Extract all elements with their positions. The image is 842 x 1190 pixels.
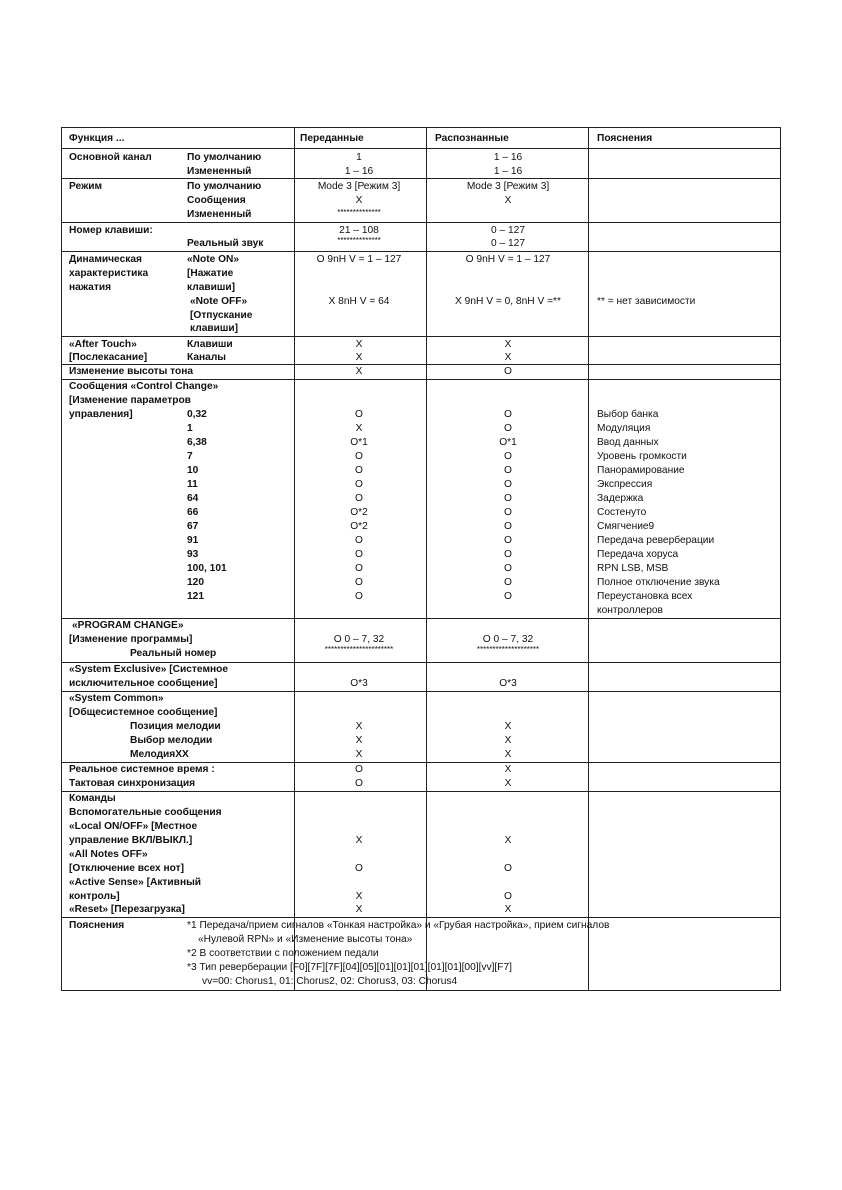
mode-default: По умолчанию — [187, 181, 262, 192]
cc-number: 1 — [187, 423, 193, 434]
cc-recognized: O — [504, 465, 512, 476]
sysex-sent: O*3 — [350, 678, 368, 689]
cc-sent: O — [355, 465, 363, 476]
velocity-label-2: характеристика — [69, 268, 149, 279]
sysex-rec: O*3 — [499, 678, 517, 689]
basic-channel-default: По умолчанию — [187, 152, 262, 163]
midi-implementation-chart — [61, 127, 781, 991]
aux-label-4: управление ВКЛ/ВЫКЛ.] — [69, 835, 193, 846]
velocity-sent-on: O 9nH V = 1 – 127 — [316, 254, 402, 265]
realtime-rec-2: X — [504, 778, 512, 789]
velocity-rec-off: X 9nH V = 0, 8nH V =** — [455, 296, 561, 307]
cc-remark: Переустановка всех — [597, 591, 693, 602]
notes-line-2: «Нулевой RPN» и «Изменение высоты тона» — [198, 934, 413, 945]
header-function: Функция ... — [69, 133, 125, 144]
cc-recognized: O — [504, 507, 512, 518]
header-transmitted: Переданные — [300, 133, 364, 144]
velocity-note-off-1: «Note OFF» — [190, 296, 248, 307]
note-number-sent-true: ************** — [337, 236, 381, 245]
aux-rec-active-sense: O — [504, 891, 512, 902]
column-divider — [588, 128, 589, 990]
row-divider — [62, 917, 780, 918]
aux-label-5: «All Notes OFF» — [69, 849, 148, 860]
velocity-remark: ** = нет зависимости — [597, 296, 696, 307]
mode-sent-default: Mode 3 [Режим 3] — [317, 181, 401, 192]
aftertouch-channels: Каналы — [187, 352, 226, 363]
cc-remark: Модуляция — [597, 423, 651, 434]
basic-channel-sent-default: 1 — [356, 152, 362, 163]
note-number-true-voice: Реальный звук — [187, 238, 264, 249]
cc-number: 66 — [187, 507, 199, 518]
control-change-remark-cont: контроллеров — [597, 605, 663, 616]
cc-sent: O — [355, 591, 363, 602]
aftertouch-label-1: «After Touch» — [69, 339, 137, 350]
sys-common-tune: МелодияXX — [130, 749, 189, 760]
cc-sent: O*2 — [350, 507, 368, 518]
cc-sent: O — [355, 577, 363, 588]
cc-remark: Панорамирование — [597, 465, 685, 476]
basic-channel-rec-changed: 1 – 16 — [493, 166, 523, 177]
program-change-sent: O 0 – 7, 32 — [333, 634, 385, 645]
velocity-note-on-1: «Note ON» — [187, 254, 240, 265]
cc-sent: X — [355, 423, 363, 434]
realtime-sent-2: O — [355, 778, 363, 789]
cc-recognized: O — [504, 549, 512, 560]
cc-remark: Уровень громкости — [597, 451, 687, 462]
cc-remark: Состенуто — [597, 507, 647, 518]
note-number-label: Номер клавиши: — [69, 225, 153, 236]
mode-label: Режим — [69, 181, 103, 192]
aux-rec-all-notes: O — [504, 863, 512, 874]
aux-sent-reset: X — [355, 904, 363, 915]
cc-sent: O — [355, 451, 363, 462]
aux-label-1: Команды — [69, 793, 116, 804]
row-divider — [62, 178, 780, 179]
cc-number: 121 — [187, 591, 204, 602]
cc-sent: O — [355, 493, 363, 504]
cc-number: 64 — [187, 493, 199, 504]
note-number-rec: 0 – 127 — [491, 225, 525, 236]
cc-remark: Ввод данных — [597, 437, 659, 448]
mode-sent-changed: ************** — [337, 208, 381, 217]
aftertouch-sent-channels: X — [355, 352, 363, 363]
aftertouch-label-2: [Послекасание] — [69, 352, 148, 363]
row-divider — [62, 336, 780, 337]
aux-label-9: «Reset» [Перезагрузка] — [69, 904, 185, 915]
program-change-rec: O 0 – 7, 32 — [482, 634, 534, 645]
cc-remark: Задержка — [597, 493, 644, 504]
sys-common-song-position: Позиция мелодии — [130, 721, 221, 732]
notes-line-3: *2 В соответствии с положением педали — [187, 948, 379, 959]
sys-common-label-1: «System Common» — [69, 693, 164, 704]
cc-number: 91 — [187, 535, 199, 546]
cc-remark: Полное отключение звука — [597, 577, 720, 588]
cc-number: 93 — [187, 549, 199, 560]
cc-recognized: O — [504, 493, 512, 504]
cc-number: 7 — [187, 451, 193, 462]
velocity-sent-off: X 8nH V = 64 — [328, 296, 390, 307]
sysex-label-1: «System Exclusive» [Системное — [69, 664, 229, 675]
basic-channel-changed: Измененный — [187, 166, 252, 177]
aux-label-3: «Local ON/OFF» [Местное — [69, 821, 198, 832]
control-change-label-3: управления] — [69, 409, 133, 420]
cc-recognized: O — [504, 535, 512, 546]
program-change-label-1: «PROGRAM CHANGE» — [72, 620, 184, 631]
cc-recognized: O — [504, 451, 512, 462]
cc-recognized: O*1 — [499, 437, 517, 448]
column-divider — [426, 128, 427, 990]
velocity-note-on-3: клавиши] — [187, 282, 236, 293]
control-change-label-1: Сообщения «Control Change» — [69, 381, 219, 392]
cc-number: 67 — [187, 521, 199, 532]
cc-sent: O — [355, 409, 363, 420]
cc-number: 6,38 — [187, 437, 207, 448]
notes-line-4: *3 Тип реверберации [F0][7F][7F][04][05][01][01][01][01][01][00][vv][F7] — [187, 962, 512, 973]
aux-label-8: контроль] — [69, 891, 120, 902]
realtime-label-1: Реальное системное время : — [69, 764, 215, 775]
realtime-label-2: Тактовая синхронизация — [69, 778, 196, 789]
sys-common-sent-2: X — [355, 735, 363, 746]
basic-channel-label: Основной канал — [69, 152, 152, 163]
sys-common-rec-2: X — [504, 735, 512, 746]
cc-number: 10 — [187, 465, 199, 476]
sys-common-rec-3: X — [504, 749, 512, 760]
header-recognized: Распознанные — [435, 133, 509, 144]
column-divider — [294, 128, 295, 990]
cc-number: 0,32 — [187, 409, 207, 420]
cc-number: 100, 101 — [187, 563, 227, 574]
pitch-bend-sent: X — [355, 366, 363, 377]
aux-sent-all-notes: O — [355, 863, 363, 874]
program-change-label-3: Реальный номер — [130, 648, 217, 659]
cc-recognized: O — [504, 423, 512, 434]
cc-recognized: O — [504, 563, 512, 574]
cc-sent: O — [355, 549, 363, 560]
mode-messages: Сообщения — [187, 195, 246, 206]
program-change-rec-true: ******************** — [476, 645, 540, 654]
cc-recognized: O — [504, 521, 512, 532]
row-divider — [62, 148, 780, 149]
mode-sent-messages: X — [355, 195, 363, 206]
aux-label-6: [Отключение всех нот] — [69, 863, 185, 874]
cc-sent: O*2 — [350, 521, 368, 532]
basic-channel-rec-default: 1 – 16 — [493, 152, 523, 163]
cc-recognized: O — [504, 591, 512, 602]
basic-channel-sent-changed: 1 – 16 — [344, 166, 374, 177]
aftertouch-rec-keys: X — [504, 339, 512, 350]
mode-changed: Измененный — [187, 209, 252, 220]
sys-common-song-select: Выбор мелодии — [130, 735, 213, 746]
velocity-note-off-3: клавиши] — [190, 323, 239, 334]
cc-number: 11 — [187, 479, 198, 490]
notes-line-1: *1 Передача/прием сигналов «Тонкая настройка» и «Грубая настройка», прием сигналов — [187, 920, 610, 931]
program-change-label-2: [Изменение программы] — [69, 634, 193, 645]
velocity-label-3: нажатия — [69, 282, 112, 293]
notes-line-5: vv=00: Chorus1, 01: Chorus2, 02: Chorus3, 03: Chorus4 — [202, 976, 458, 987]
pitch-bend-rec: O — [504, 366, 512, 377]
aux-label-7: «Active Sense» [Активный — [69, 877, 202, 888]
sys-common-label-2: [Общесистемное сообщение] — [69, 707, 218, 718]
cc-remark: Экспрессия — [597, 479, 653, 490]
cc-sent: O — [355, 535, 363, 546]
aux-sent-active-sense: X — [355, 891, 363, 902]
note-number-sent: 21 – 108 — [339, 225, 379, 236]
cc-recognized: O — [504, 409, 512, 420]
sys-common-rec-1: X — [504, 721, 512, 732]
realtime-sent-1: O — [355, 764, 363, 775]
aux-rec-local: X — [504, 835, 512, 846]
row-divider — [62, 222, 780, 223]
pitch-bend-label: Изменение высоты тона — [69, 366, 194, 377]
aftertouch-sent-keys: X — [355, 339, 363, 350]
cc-sent: O — [355, 563, 363, 574]
row-divider — [62, 691, 780, 692]
cc-recognized: O — [504, 479, 512, 490]
cc-remark: RPN LSB, MSB — [597, 563, 669, 574]
header-remarks: Пояснения — [597, 133, 653, 144]
cc-remark: Выбор банка — [597, 409, 659, 420]
cc-remark: Передача хоруса — [597, 549, 679, 560]
row-divider — [62, 251, 780, 252]
aftertouch-keys: Клавиши — [187, 339, 233, 350]
cc-remark: Смягчение9 — [597, 521, 655, 532]
mode-rec-default: Mode 3 [Режим 3] — [466, 181, 550, 192]
mode-rec-messages: X — [504, 195, 512, 206]
sys-common-sent-3: X — [355, 749, 363, 760]
velocity-label-1: Динамическая — [69, 254, 142, 265]
note-number-rec-true: 0 – 127 — [491, 238, 525, 249]
velocity-note-on-2: [Нажатие — [187, 268, 234, 279]
sys-common-sent-1: X — [355, 721, 363, 732]
aux-rec-reset: X — [504, 904, 512, 915]
cc-sent: O — [355, 479, 363, 490]
control-change-label-2: [Изменение параметров — [69, 395, 191, 406]
aftertouch-rec-channels: X — [504, 352, 512, 363]
aux-label-2: Вспомогательные сообщения — [69, 807, 222, 818]
program-change-sent-true: ********************** — [324, 645, 394, 654]
row-divider — [62, 791, 780, 792]
sysex-label-2: исключительное сообщение] — [69, 678, 218, 689]
notes-label: Пояснения — [69, 920, 125, 931]
realtime-rec-1: X — [504, 764, 512, 775]
velocity-note-off-2: [Отпускание — [190, 310, 253, 321]
cc-sent: O*1 — [350, 437, 368, 448]
cc-recognized: O — [504, 577, 512, 588]
velocity-rec-on: O 9nH V = 1 – 127 — [465, 254, 551, 265]
aux-sent-local: X — [355, 835, 363, 846]
cc-remark: Передача реверберации — [597, 535, 715, 546]
cc-number: 120 — [187, 577, 204, 588]
